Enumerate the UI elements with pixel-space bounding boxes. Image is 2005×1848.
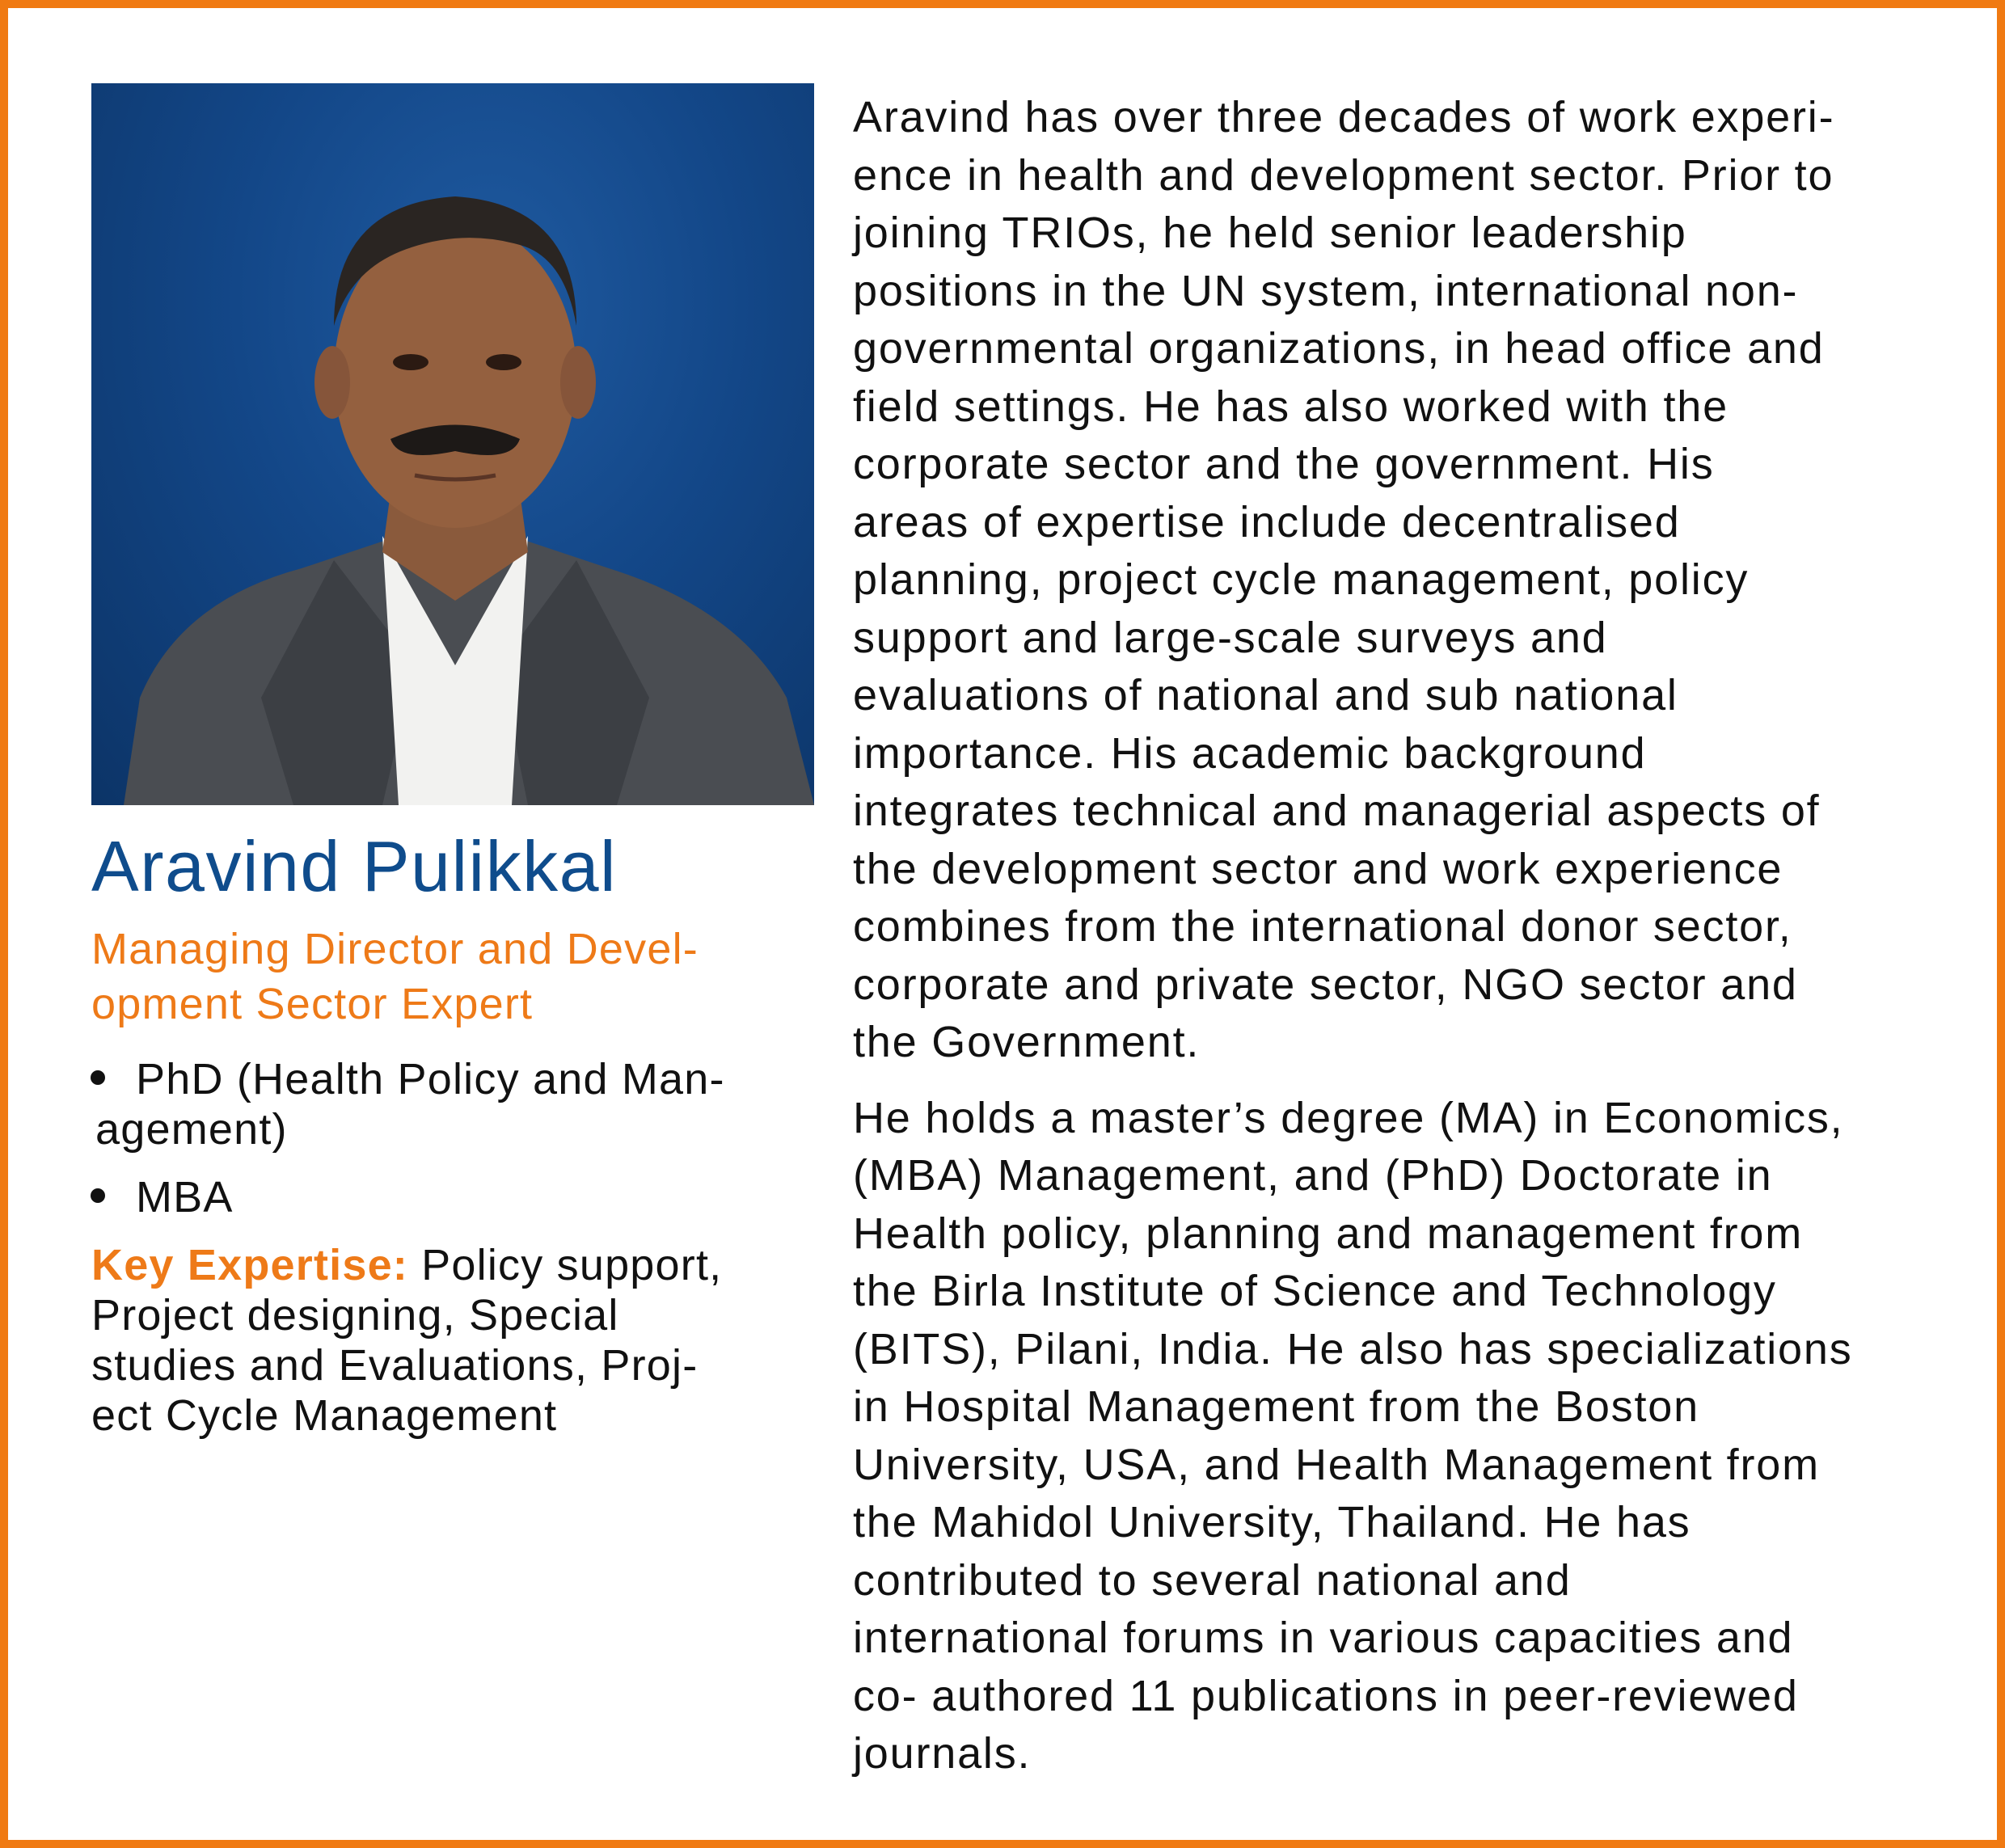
bio-line: international forums in various capacities and [853,1614,1794,1662]
bio-line: the development sector and work experience [853,844,1783,893]
key-expertise-text: Policy support, [407,1241,723,1289]
bio-line: journals. [853,1729,1032,1778]
degree-item [89,1172,817,1222]
degrees-list [89,1054,817,1240]
bio-line: planning, project cycle management, policy [853,555,1750,604]
key-expertise-text: Project designing, Special [91,1291,619,1340]
bio-line: He holds a master’s degree (MA) in Economics, [853,1093,1844,1142]
bio-line: integrates technical and managerial aspects of [853,787,1821,835]
title-line: opment Sector Expert [91,980,534,1028]
profile-photo [91,83,814,805]
bio-line: importance. His academic background [853,728,1647,778]
key-expertise-label: Key Expertise: [91,1241,408,1289]
bio-line: governmental organizations, in head office and [853,324,1825,373]
bio-line: co- authored 11 publications in peer-reviewed [853,1671,1799,1720]
bullet-icon [91,1188,105,1203]
bio-line: University, USA, and Health Management from [853,1440,1820,1489]
bio-line: Aravind has over three decades of work experi- [853,93,1835,141]
bio-line: (MBA) Management, and (PhD) Doctorate in [853,1151,1773,1200]
bio-line: ence in health and development sector. Prior to [853,150,1834,200]
bio-line: the Government. [853,1018,1201,1066]
key-expertise-text: ect Cycle Management [91,1391,558,1440]
key-expertise-text: studies and Evaluations, Proj- [91,1341,699,1390]
bio-line: corporate and private sector, NGO sector and [853,960,1798,1009]
key-expertise-first-line [91,1240,819,1290]
person-title [91,922,819,1032]
bio-line: evaluations of national and sub national [853,671,1678,719]
bio-line: corporate sector and the government. His [853,440,1715,488]
title-line: Managing Director and Devel- [91,925,699,973]
bio-line: field settings. He has also worked with the [853,382,1729,431]
bullet-icon [91,1070,105,1085]
bio-line: the Mahidol University, Thailand. He has [853,1498,1691,1546]
bio-line: combines from the international donor sector, [853,902,1792,951]
bio-line: contributed to several national and [853,1555,1572,1605]
bio-line: support and large-scale surveys and [853,613,1608,662]
bio-paragraph [853,1090,1985,1783]
key-expertise [91,1240,819,1441]
degree-line: agement) [95,1105,288,1154]
degree-item [89,1054,817,1154]
bio-line: in Hospital Management from the Boston [853,1382,1699,1431]
biography [853,89,1985,1783]
bio-line: areas of expertise include decentralised [853,497,1681,546]
bio-line: positions in the UN system, international non- [853,266,1799,315]
degree-line: MBA [136,1173,234,1221]
person-name: Aravind Pulikkal [91,826,618,906]
bio-line: (BITS), Pilani, India. He also has specializations [853,1324,1853,1373]
bio-line: joining TRIOs, he held senior leadership [853,209,1687,257]
degree-line: PhD (Health Policy and Man- [136,1055,725,1103]
bio-line: Health policy, planning and management from [853,1209,1804,1258]
bio-paragraph [853,89,1985,1072]
bio-line: the Birla Institute of Science and Technology [853,1267,1777,1315]
